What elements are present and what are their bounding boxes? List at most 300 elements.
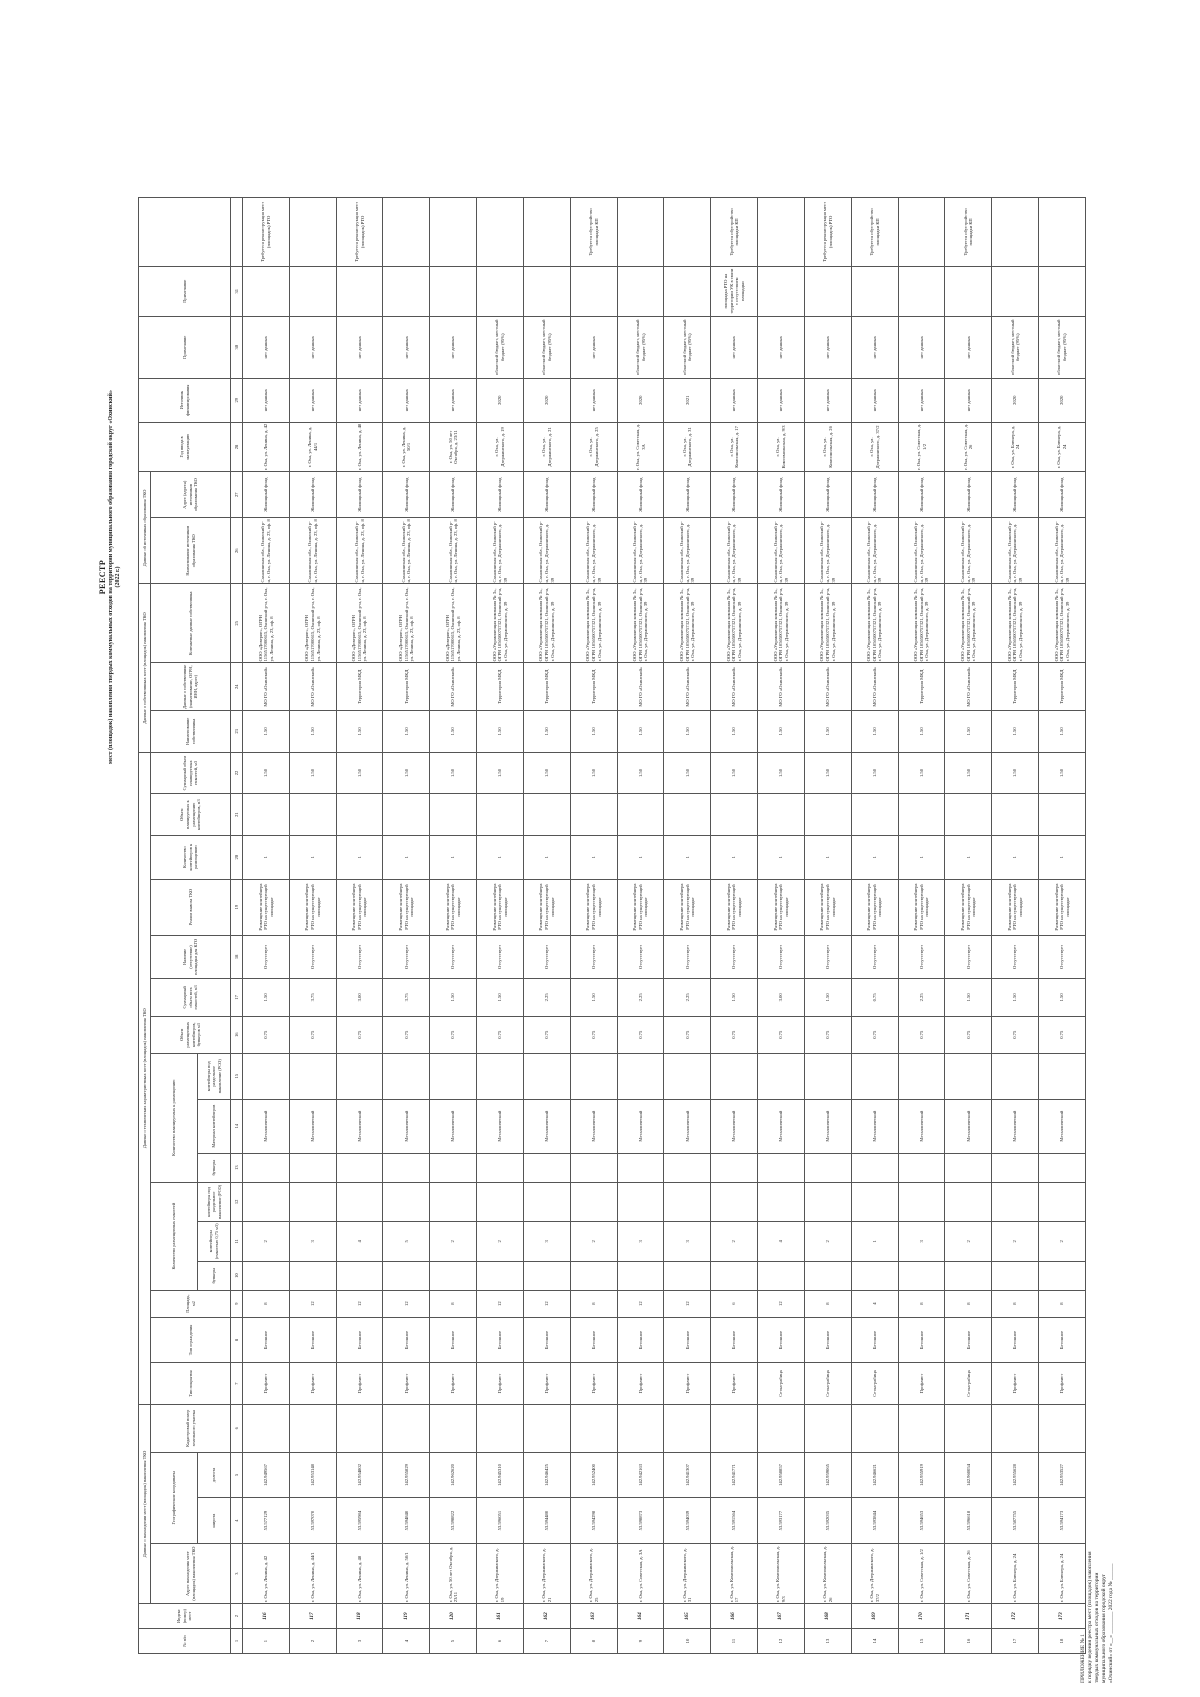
row-bunker (477, 1261, 524, 1290)
header-lat: широта (198, 1498, 231, 1544)
row-rso-plan (1039, 1053, 1086, 1099)
row-address: г. Оха, ул. 50 лет Октября, д. 23/11 (430, 1543, 477, 1603)
row-area: 12 (383, 1290, 430, 1317)
row-area: 8 (945, 1290, 992, 1317)
row-number: 18 (1039, 1629, 1086, 1654)
row-base: Бетонное (664, 1317, 711, 1363)
header-planned: Количество планируемых к размещению (151, 1053, 198, 1182)
row-mode: Размещение контейнера РТО на существующей площадке (383, 879, 430, 935)
row-rso (523, 1182, 570, 1221)
row-surface: Профлист (617, 1363, 664, 1405)
column-number: 13 (231, 1153, 243, 1182)
row-finance: нет данных (570, 316, 617, 378)
row-cad (804, 1404, 851, 1452)
table-row (711, 198, 758, 1654)
row-surface: Профлист (1039, 1363, 1086, 1405)
row-note (289, 266, 336, 316)
row-lat: 53.595984 (336, 1498, 383, 1544)
row-total-vol: 3.00 (758, 979, 805, 1016)
row-bunker-plan (711, 1153, 758, 1182)
row-kgo: Отсутствует (992, 935, 1039, 979)
table-row (851, 198, 898, 1654)
header-index: Индекс (номер) мест (139, 1604, 231, 1629)
row-owner-name: МО ГО «Охинский» (758, 663, 805, 711)
row-lat: 53.594653 (898, 1498, 945, 1544)
row-address: г. Оха, ул. Советская, д. 26 (945, 1543, 992, 1603)
row-cad (758, 1404, 805, 1452)
row-area: 12 (289, 1290, 336, 1317)
row-src-addr: г. Оха, ул. Комсомольская, д. 17 (711, 422, 758, 472)
row-base: Бетонное (430, 1317, 477, 1363)
row-owner-contact: Сахалинская обл., Охинский р-н, г. Оха, ул. Ленина, д. 23, оф. 8 (383, 518, 430, 584)
row-lon: 142.952400 (570, 1452, 617, 1498)
row-cont-vol: 0.75 (1039, 1016, 1086, 1053)
row-cont-vol: 0.75 (945, 1016, 992, 1053)
row-src-name: Жилищный фонд (1039, 472, 1086, 518)
row-rso (711, 1182, 758, 1221)
row-owner-contact: Сахалинская обл., Охинский р-н, г. Оха, ул. Дзержинского, д. 39 (992, 518, 1039, 584)
page-year: (2022 г.) (115, 566, 121, 588)
row-sum-vol: 1.50 (898, 711, 945, 753)
row-address: г. Оха, ул. Блюхера, д. 24 (992, 1543, 1039, 1603)
row-owner-contact: Сахалинская обл., Охинский р-н, г. Оха, ул. Дзержинского, д. 39 (617, 518, 664, 584)
row-count: 1 (430, 835, 477, 879)
row-surface: Профлист (477, 1363, 524, 1405)
column-number: 16 (231, 1016, 243, 1053)
row-sum-vol: 1.50 (570, 711, 617, 753)
row-cad (851, 1404, 898, 1452)
row-area: 12 (758, 1290, 805, 1317)
row-material: Металлический (711, 1099, 758, 1153)
row-index: 169 (851, 1604, 898, 1629)
row-year: нет данных (851, 378, 898, 422)
table-row (289, 198, 336, 1654)
row-area: 12 (617, 1290, 664, 1317)
row-base: Бетонное (758, 1317, 805, 1363)
row-rso-plan (617, 1053, 664, 1099)
row-vol-place: 1.50 (523, 752, 570, 794)
row-sum-vol: 1.50 (477, 711, 524, 753)
header-area: Площадь, м2 (151, 1290, 231, 1317)
row-cont-vol: 0.75 (992, 1016, 1039, 1053)
row-year: нет данных (570, 378, 617, 422)
row-material: Металлический (523, 1099, 570, 1153)
row-owner-name: МО ГО «Охинский» (711, 663, 758, 711)
row-owner-name: МО ГО «Охинский» (804, 663, 851, 711)
row-kgo: Отсутствует (523, 935, 570, 979)
row-src-name: Жилищный фонд (336, 472, 383, 518)
column-number-empty (231, 198, 243, 267)
column-number: 10 (231, 1261, 243, 1290)
row-src-name: Жилищный фонд (243, 472, 290, 518)
row-surface: Сетка-рабица (758, 1363, 805, 1405)
row-finance: нет данных (945, 316, 992, 378)
row-mode: Размещение контейнера РТО на существующей площадке (711, 879, 758, 935)
row-src-name: Жилищный фонд (851, 472, 898, 518)
row-owner-data: ООО «Доверие», ОГРН 1156517000615, Охинский р-н, г. Оха, ул. Ленина, д. 23, оф. 8 (383, 584, 430, 663)
row-count: 1 (851, 835, 898, 879)
row-empty-type (523, 794, 570, 836)
row-year: нет данных (758, 378, 805, 422)
row-count: 1 (804, 835, 851, 879)
row-bunker (430, 1261, 477, 1290)
row-rso (477, 1182, 524, 1221)
header-rso: контейнеры под раздельное накопление (РСО) (198, 1182, 231, 1221)
row-count: 1 (289, 835, 336, 879)
table-row (243, 198, 290, 1654)
row-material: Металлический (851, 1099, 898, 1153)
row-bunker-plan (758, 1153, 805, 1182)
row-mode: Размещение контейнера РТО на существующей площадке (570, 879, 617, 935)
row-last (898, 198, 945, 267)
row-empty-type (992, 794, 1039, 836)
row-containers: 1 (851, 1222, 898, 1261)
row-kgo: Отсутствует (477, 935, 524, 979)
row-index: 116 (243, 1604, 290, 1629)
row-year: 2020 (617, 378, 664, 422)
row-address: г. Оха, ул. Дзержинского, д. 25 (570, 1543, 617, 1603)
row-finance: областной бюджет, местный бюджет (95%) (477, 316, 524, 378)
table-row (758, 198, 805, 1654)
header-lon: долгота (198, 1452, 231, 1498)
row-surface: Профлист (992, 1363, 1039, 1405)
row-area: 8 (898, 1290, 945, 1317)
row-note (336, 266, 383, 316)
row-lon: 142.953527 (1039, 1452, 1086, 1498)
row-number: 11 (711, 1629, 758, 1654)
column-number: 21 (231, 794, 243, 836)
row-rso (617, 1182, 664, 1221)
row-rso-plan (945, 1053, 992, 1099)
row-surface: Профлист (664, 1363, 711, 1405)
row-src-name: Жилищный фонд (898, 472, 945, 518)
table-row (336, 198, 383, 1654)
row-bunker (1039, 1261, 1086, 1290)
row-lat: 53.598873 (617, 1498, 664, 1544)
row-mode: Размещение контейнера РТО на существующей площадке (617, 879, 664, 935)
row-lon: 142.954802 (336, 1452, 383, 1498)
header-owner-name: Наименование собственника (151, 711, 231, 753)
row-surface: Профлист (711, 1363, 758, 1405)
column-number: 3 (231, 1543, 243, 1603)
header-rso-plan: контейнеры под раздельное накопление (РСО) (198, 1053, 231, 1099)
row-empty-type (336, 794, 383, 836)
row-owner-name: МО ГО «Охинский» (664, 663, 711, 711)
row-owner-name: Территория МКД (477, 663, 524, 711)
row-owner-data: ООО «Управляющая компания № 3», ОГРН 1056500757321, Охинский р-н, г. Оха, ул. Дзержинского, д. 39 (523, 584, 570, 663)
row-owner-name: Территория МКД (523, 663, 570, 711)
row-empty-type (758, 794, 805, 836)
row-mode: Размещение контейнера РТО на существующей площадке (992, 879, 1039, 935)
row-bunker (898, 1261, 945, 1290)
row-number: 6 (477, 1629, 524, 1654)
row-kgo: Отсутствует (945, 935, 992, 979)
row-surface: Профлист (523, 1363, 570, 1405)
row-base: Бетонное (1039, 1317, 1086, 1363)
row-kgo: Отсутствует (804, 935, 851, 979)
row-year: нет данных (945, 378, 992, 422)
row-bunker-plan (617, 1153, 664, 1182)
header-src-addr: Адрес (адреса) источников образования ТКО (151, 472, 231, 518)
row-src-addr: г. Оха, ул. Дзержинского, д. 21 (523, 422, 570, 472)
row-year: нет данных (430, 378, 477, 422)
table-row (804, 198, 851, 1654)
row-number: 10 (664, 1629, 711, 1654)
row-lon: 142.959065 (804, 1452, 851, 1498)
row-total-vol: 2.25 (523, 979, 570, 1016)
row-cont-vol: 0.75 (430, 1016, 477, 1053)
row-count: 1 (617, 835, 664, 879)
row-number: 3 (336, 1629, 383, 1654)
row-base: Бетонное (523, 1317, 570, 1363)
row-rso-plan (758, 1053, 805, 1099)
row-base: Бетонное (570, 1317, 617, 1363)
row-kgo: Отсутствует (336, 935, 383, 979)
row-kgo: Отсутствует (898, 935, 945, 979)
row-owner-contact: Сахалинская обл., Охинский р-н, г. Оха, ул. Дзержинского, д. 39 (664, 518, 711, 584)
row-count: 1 (477, 835, 524, 879)
row-index: 173 (1039, 1604, 1086, 1629)
row-sum-vol: 1.50 (289, 711, 336, 753)
row-src-name: Жилищный фонд (992, 472, 1039, 518)
row-area: 12 (477, 1290, 524, 1317)
row-number: 16 (945, 1629, 992, 1654)
row-material: Металлический (430, 1099, 477, 1153)
row-note (1039, 266, 1086, 316)
row-containers: 2 (570, 1222, 617, 1261)
row-surface: Профлист (243, 1363, 290, 1405)
row-owner-data: ООО «Управляющая компания № 3», ОГРН 1056500757321, Охинский р-н, г. Оха, ул. Дзержинского, д. 39 (477, 584, 524, 663)
table-row (523, 198, 570, 1654)
row-total-vol: 2.25 (898, 979, 945, 1016)
row-owner-name: МО ГО «Охинский» (243, 663, 290, 711)
row-total-vol: 1.50 (711, 979, 758, 1016)
row-count: 1 (383, 835, 430, 879)
registry-table (138, 197, 1086, 1654)
table-body (243, 198, 1086, 1654)
row-surface: Профлист (289, 1363, 336, 1405)
row-mode: Размещение контейнера РТО на существующей площадке (523, 879, 570, 935)
row-lat: 53.594173 (1039, 1498, 1086, 1544)
row-src-addr: г. Оха, ул. 50 лет Октября, д. 23/11 (430, 422, 477, 472)
row-src-addr: г. Оха, ул. Ленина, д. 50/1 (383, 422, 430, 472)
row-owner-contact: Сахалинская обл., Охинский р-н, г. Оха, ул. Дзержинского, д. 39 (898, 518, 945, 584)
row-note (945, 266, 992, 316)
row-last: Требуется обустройство площадки КП (945, 198, 992, 267)
header-owner-contact: Контактные данные собственника (151, 584, 231, 663)
header-owner-data: Данные о собственнике (наименование, ОГРН, ИНН, адрес) (151, 663, 231, 711)
row-owner-data: ООО «Управляющая компания № 3», ОГРН 1056500757321, Охинский р-н, г. Оха, ул. Дзержинского, д. 39 (898, 584, 945, 663)
row-kgo: Отсутствует (1039, 935, 1086, 979)
row-count: 1 (243, 835, 290, 879)
table-row (945, 198, 992, 1654)
row-total-vol: 1.50 (1039, 979, 1086, 1016)
table-row (383, 198, 430, 1654)
header-num: № п/п (139, 1629, 231, 1654)
row-sum-vol: 1.50 (992, 711, 1039, 753)
row-kgo: Отсутствует (243, 935, 290, 979)
row-index: 163 (570, 1604, 617, 1629)
row-rso-plan (711, 1053, 758, 1099)
row-last (664, 198, 711, 267)
row-base: Бетонное (477, 1317, 524, 1363)
row-owner-contact: Сахалинская обл., Охинский р-н, г. Оха, ул. Дзержинского, д. 39 (477, 518, 524, 584)
row-bunker (851, 1261, 898, 1290)
row-bunker-plan (243, 1153, 290, 1182)
row-finance: нет данных (851, 316, 898, 378)
row-address: г. Оха, ул. Блюхера, д. 24 (1039, 1543, 1086, 1603)
row-sum-vol: 1.50 (804, 711, 851, 753)
row-src-name: Жилищный фонд (664, 472, 711, 518)
row-rso-plan (898, 1053, 945, 1099)
row-kgo: Отсутствует (383, 935, 430, 979)
row-owner-data: ООО «Управляющая компания № 3», ОГРН 1056500757321, Охинский р-н, г. Оха, ул. Дзержинского, д. 39 (664, 584, 711, 663)
row-owner-data: ООО «Управляющая компания № 3», ОГРН 1056500757321, Охинский р-н, г. Оха, ул. Дзержинского, д. 39 (851, 584, 898, 663)
row-number: 7 (523, 1629, 570, 1654)
row-lat: 53.596618 (945, 1498, 992, 1544)
row-material: Металлический (383, 1099, 430, 1153)
row-owner-name: МО ГО «Охинский» (289, 663, 336, 711)
row-rso-plan (664, 1053, 711, 1099)
row-note (851, 266, 898, 316)
header-bunker-plan: бункеры (198, 1153, 231, 1182)
row-lat: 53.596051 (477, 1498, 524, 1544)
row-rso-plan (523, 1053, 570, 1099)
row-owner-name: Территория МКД (1039, 663, 1086, 711)
row-rso-plan (430, 1053, 477, 1099)
row-surface: Сетка-рабица (851, 1363, 898, 1405)
row-containers: 2 (711, 1222, 758, 1261)
row-finance: областной бюджет, местный бюджет (95%) (1039, 316, 1086, 378)
row-empty-type (851, 794, 898, 836)
row-cont-vol: 0.75 (243, 1016, 290, 1053)
row-empty-type (617, 794, 664, 836)
row-rso (289, 1182, 336, 1221)
row-year: нет данных (804, 378, 851, 422)
row-src-addr: г. Оха, ул. Ленина, д. 48 (336, 422, 383, 472)
row-last (430, 198, 477, 267)
row-rso (758, 1182, 805, 1221)
row-index: 161 (477, 1604, 524, 1629)
row-area: 12 (336, 1290, 383, 1317)
row-note (804, 266, 851, 316)
row-sum-vol: 1.50 (523, 711, 570, 753)
row-lat: 53.587755 (992, 1498, 1039, 1544)
row-vol-place: 1.50 (430, 752, 477, 794)
row-src-addr: г. Оха, ул. Советская, д. 26 (945, 422, 992, 472)
header-bunker: бункеры (198, 1261, 231, 1290)
row-owner-name: МО ГО «Охинский» (430, 663, 477, 711)
header-cad: Кадастровый номер земельного участка (151, 1404, 231, 1452)
row-src-addr: г. Оха, ул. Советская, д. 3А (617, 422, 664, 472)
row-mode: Размещение контейнера РТО на существующей площадке (945, 879, 992, 935)
row-owner-name: Территория МКД (570, 663, 617, 711)
row-bunker-plan (336, 1153, 383, 1182)
header-cont: контейнеры (емкостью 0,75 м3) (198, 1222, 231, 1261)
row-lon: 142.941771 (711, 1452, 758, 1498)
row-mode: Размещение контейнера РТО на существующей площадке (477, 879, 524, 935)
title-block (98, 187, 121, 967)
row-finance: нет данных (898, 316, 945, 378)
row-note (243, 266, 290, 316)
header-material: Материал контейнеров (198, 1099, 231, 1153)
row-sum-vol: 1.50 (430, 711, 477, 753)
row-cad (945, 1404, 992, 1452)
row-number: 13 (804, 1629, 851, 1654)
header-placed: Количество размещенных емкостей (151, 1182, 198, 1290)
row-owner-contact: Сахалинская обл., Охинский р-н, г. Оха, ул. Ленина, д. 23, оф. 8 (336, 518, 383, 584)
row-containers: 4 (758, 1222, 805, 1261)
row-area: 8 (992, 1290, 1039, 1317)
row-src-name: Жилищный фонд (711, 472, 758, 518)
row-owner-name: Территория МКД (898, 663, 945, 711)
row-lon: 142.946621 (851, 1452, 898, 1498)
row-cont-vol: 0.75 (664, 1016, 711, 1053)
header-sum-vol: Суммарный объем планируемых емкостей, м3 (151, 752, 231, 794)
row-vol-place: 1.50 (758, 752, 805, 794)
row-cad (289, 1404, 336, 1452)
row-cad (523, 1404, 570, 1452)
row-sum-vol: 1.50 (1039, 711, 1086, 753)
row-cad (898, 1404, 945, 1452)
row-lon: 142.955919 (898, 1452, 945, 1498)
row-containers: 3 (523, 1222, 570, 1261)
row-cont-vol: 0.75 (523, 1016, 570, 1053)
row-rso (945, 1182, 992, 1221)
row-bunker (758, 1261, 805, 1290)
row-sum-vol: 1.50 (243, 711, 290, 753)
row-empty-type (804, 794, 851, 836)
row-owner-data: ООО «Управляющая компания № 3», ОГРН 1056500757321, Охинский р-н, г. Оха, ул. Дзержинского, д. 39 (570, 584, 617, 663)
row-lat: 53.594039 (664, 1498, 711, 1544)
row-last: Требуется реконструкция мест (площадок) РТО (336, 198, 383, 267)
column-number: 5 (231, 1452, 243, 1498)
row-owner-data: ООО «Управляющая компания № 3», ОГРН 1056500757321, Охинский р-н, г. Оха, ул. Дзержинского, д. 39 (758, 584, 805, 663)
row-cad (383, 1404, 430, 1452)
row-base: Бетонное (383, 1317, 430, 1363)
row-note (570, 266, 617, 316)
row-vol-place: 1.50 (711, 752, 758, 794)
row-last (1039, 198, 1086, 267)
row-containers: 5 (383, 1222, 430, 1261)
row-surface: Профлист (430, 1363, 477, 1405)
row-bunker (664, 1261, 711, 1290)
row-cont-vol: 0.75 (477, 1016, 524, 1053)
row-bunker-plan (664, 1153, 711, 1182)
row-bunker (383, 1261, 430, 1290)
row-total-vol: 1.50 (243, 979, 290, 1016)
row-count: 1 (1039, 835, 1086, 879)
row-year: нет данных (383, 378, 430, 422)
row-finance: областной бюджет, местный бюджет (95%) (664, 316, 711, 378)
row-address: г. Оха, ул. Ленина, д. 50/1 (383, 1543, 430, 1603)
row-cad (617, 1404, 664, 1452)
row-bunker (336, 1261, 383, 1290)
row-lon: 142.946425 (523, 1452, 570, 1498)
row-last (758, 198, 805, 267)
column-number: 15 (231, 1053, 243, 1099)
row-material: Металлический (804, 1099, 851, 1153)
row-containers: 2 (243, 1222, 290, 1261)
row-bunker (945, 1261, 992, 1290)
column-number: 14 (231, 1099, 243, 1153)
row-owner-contact: Сахалинская обл., Охинский р-н, г. Оха, ул. Дзержинского, д. 39 (851, 518, 898, 584)
column-number: 28 (231, 422, 243, 472)
row-finance: областной бюджет, местный бюджет (95%) (617, 316, 664, 378)
row-kgo: Отсутствует (289, 935, 336, 979)
header-total-vol: Суммарный объем всех емкостей, м3 (151, 979, 231, 1016)
row-last (289, 198, 336, 267)
